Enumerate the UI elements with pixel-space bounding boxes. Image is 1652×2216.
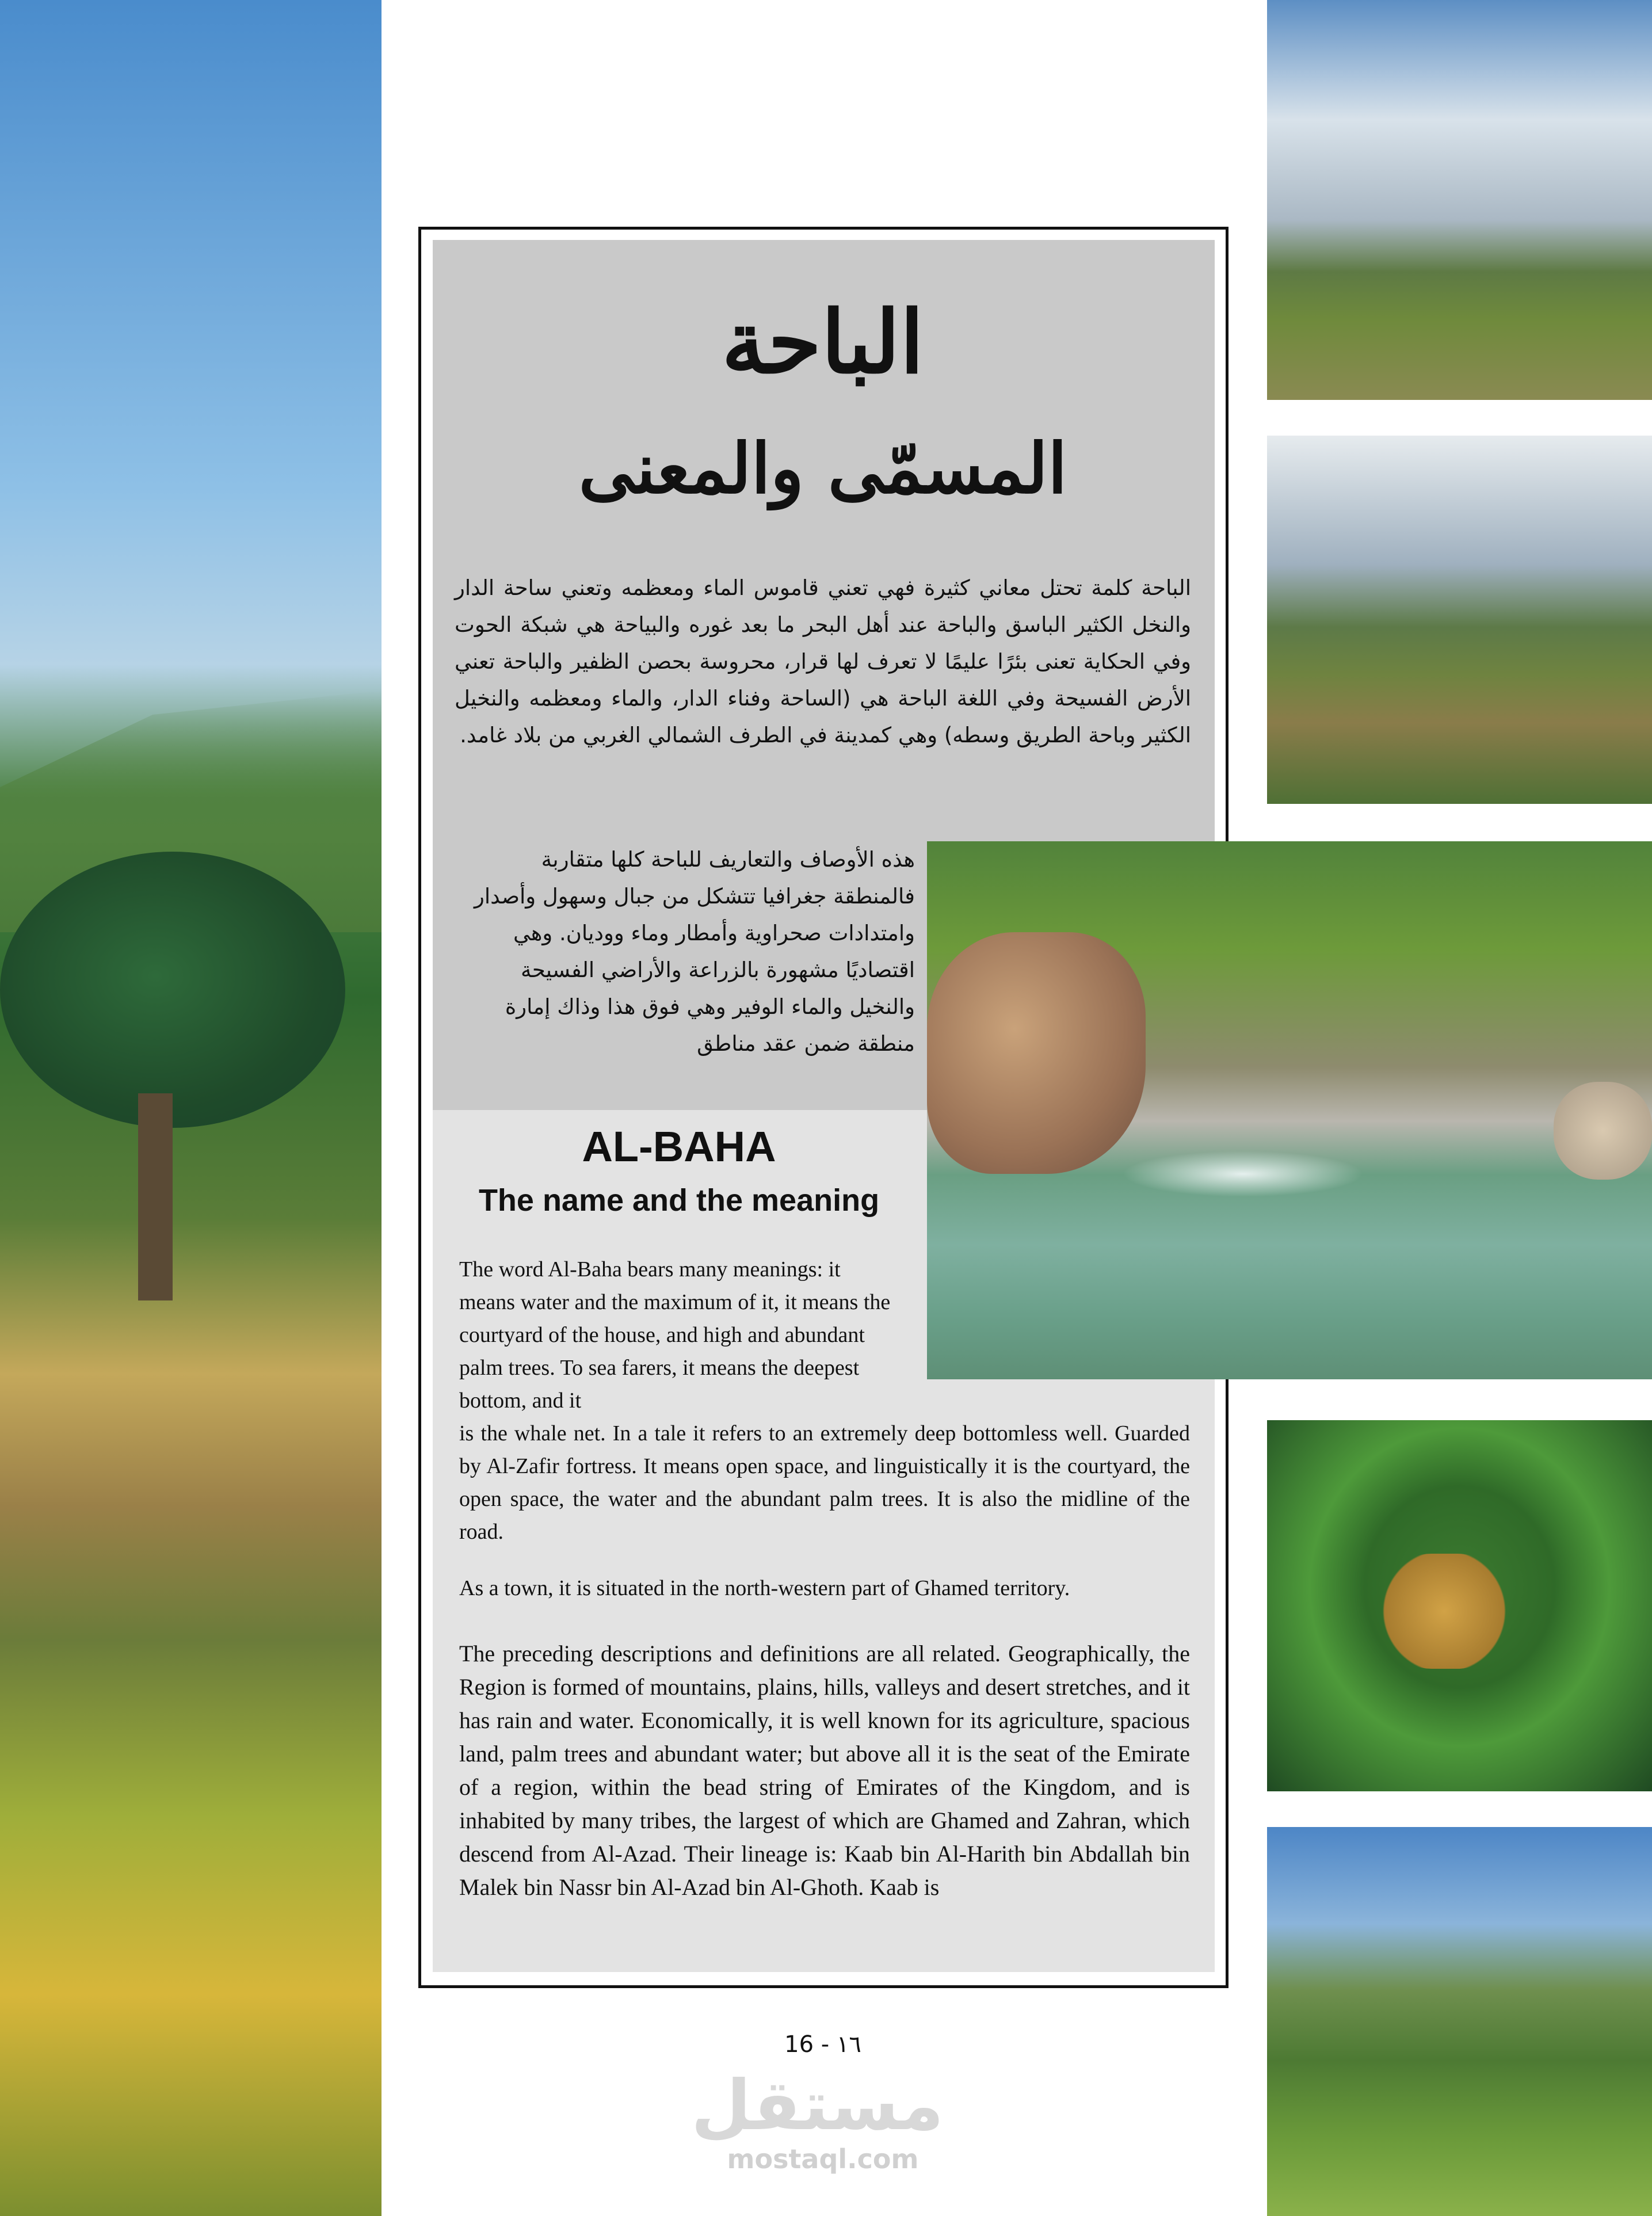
tree-canopy bbox=[0, 852, 345, 1128]
english-paragraph-1-part-2: is the whale net. In a tale it refers to an extremely deep bottomless well. Guarded by Al-Zafir fortress. It means open space, and linguistically it is the courtyard, the open space, the water and the abundant palm trees. It is also the midline of the road. bbox=[459, 1421, 1190, 1544]
arabic-title: الباحة bbox=[722, 292, 924, 393]
valley-photo-right bbox=[1267, 436, 1652, 804]
english-paragraph-3: The preceding descriptions and definitions are all related. Geographically, the Region is formed of mountains, plains, hills, valleys and desert stretches, and it has rain and water. Economically, it is well known for its agriculture, spacious land, palm trees and abundant water; but above all it is the seat of the Emirate of a region, within the bead string of Emirates of the Kingdom, and is inhabited by many tribes, the largest of which are Ghamed and Zahran, which descend from Al-Azad. Their lineage is: Kaab bin Al-Harith bin Abdallah bin Malek bin Nassr bin Al-Azad bin Al-Ghoth. Kaab is bbox=[459, 1641, 1190, 1900]
arabic-paragraph-2: هذه الأوصاف والتعاريف للباحة كلها متقاربة فالمنطقة جغرافيا تتشكل من جبال وسهول وأصدار وامتدادات صحراوية وأمطار وماء ووديان. وهي اقتصاديًا مشهورة بالزراعة والأراضي الفسيحة والنخيل والماء الوفير وهي فوق هذا وذاك إمارة منطقة ضمن عقد مناطق bbox=[474, 847, 915, 1056]
village-photo-bottom-right bbox=[1267, 1827, 1652, 2216]
arabic-paragraph-1: الباحة كلمة تحتل معاني كثيرة فهي تعني قاموس الماء ومعظمه وتعني ساحة الدار والنخل الكثير الباسق والباحة عند أهل البحر ما بعد غوره والبياحة هي شبكة الحوت وفي الحكاية تعنى بئرًا عليمًا لا تعرف لها قرار، محروسة بحصن الظفير والباحة تعني الأرض الفسيحة وفي اللغة الباحة هي (الساحة وفناء الدار، والماء ومعظمه والنخيل الكثير وباحة الطريق وسطه) وهي كمدينة في الطرف الشمالي الغربي من بلاد غامد. bbox=[455, 575, 1191, 747]
english-paragraph-2: As a town, it is situated in the north-western part of Ghamed territory. bbox=[459, 1576, 1070, 1600]
english-paragraph-1-part-1: The word Al-Baha bears many meanings: it means water and the maximum of it, it means the courtyard of the house, and high and abundant palm trees. To sea farers, it means the deepest bottom, and it bbox=[459, 1257, 891, 1413]
english-subtitle: The name and the meaning bbox=[478, 1183, 880, 1218]
english-title: AL-BAHA bbox=[582, 1123, 776, 1170]
rock-right bbox=[1554, 1082, 1652, 1180]
landscape-photo-top-right bbox=[1267, 0, 1652, 400]
rock-large bbox=[927, 932, 1146, 1174]
page-number: 16 - ١٦ bbox=[784, 2031, 861, 2058]
tree-trunk bbox=[138, 1093, 173, 1300]
arabic-subtitle: المسمّى والمعنى bbox=[578, 428, 1067, 509]
water-foam bbox=[1122, 1151, 1364, 1197]
watermark-logo: مستقل bbox=[691, 2066, 944, 2146]
date-cluster bbox=[1381, 1554, 1508, 1669]
watermark-url: mostaql.com bbox=[727, 2143, 919, 2175]
